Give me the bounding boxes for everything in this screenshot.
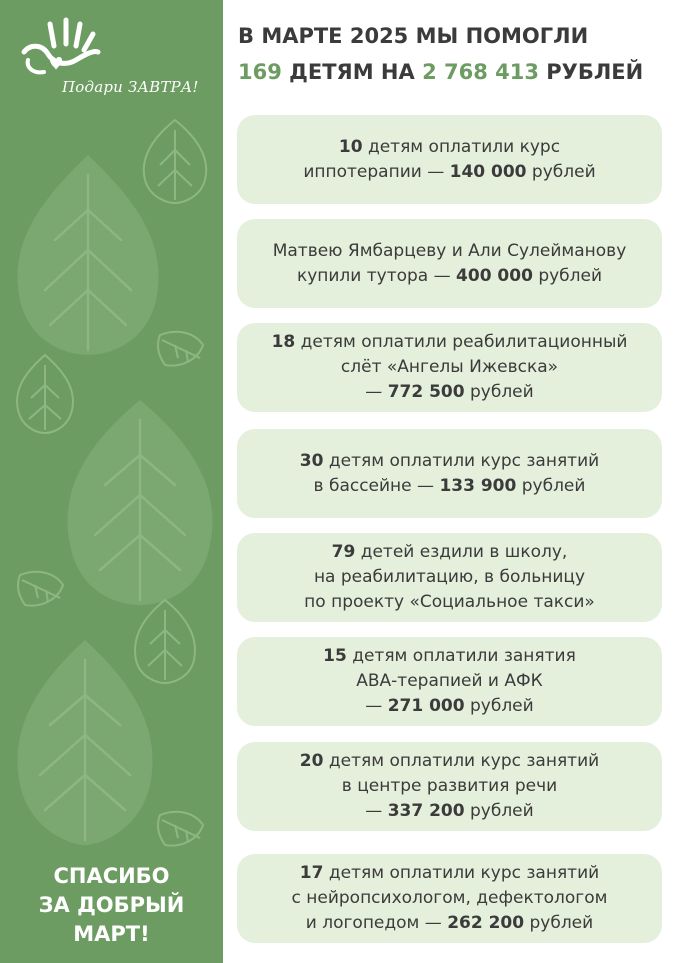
help-card: [237, 323, 662, 412]
card-text-run: АВА-терапией и АФК: [356, 671, 543, 691]
hand-heart-icon: [14, 16, 184, 78]
card-text: [300, 749, 599, 824]
thanks-message: [0, 862, 223, 949]
sidebar: [0, 0, 223, 963]
card-text-run: купили тутора —: [296, 265, 457, 286]
thanks-line: ЗА ДОБРЫЙ: [38, 893, 185, 917]
card-line: [323, 644, 576, 669]
card-text-run: рублей: [524, 913, 594, 933]
card-text-run: слёт «Ангелы Ижевска»: [340, 357, 559, 377]
card-text-run: рублей: [516, 475, 586, 496]
card-text-run: —: [365, 696, 388, 716]
card-text: [323, 644, 576, 719]
logo-text: Подари ЗАВТРА!: [62, 78, 199, 96]
card-line: [292, 886, 608, 911]
card-highlight: 15: [323, 646, 347, 666]
card-text-run: детей ездили в школу,: [355, 542, 568, 562]
title-line-1: В МАРТЕ 2025 МЫ ПОМОГЛИ: [238, 24, 589, 48]
card-text-run: —: [365, 801, 388, 821]
card-line: [304, 590, 595, 615]
card-highlight: 18: [271, 332, 296, 352]
card-line: [303, 135, 595, 160]
card-line: [300, 774, 599, 799]
card-text-run: иппотерапии —: [303, 161, 450, 182]
card-text-run: рублей: [532, 265, 603, 286]
card-text-run: в центре развития речи: [341, 776, 558, 796]
card-line: [300, 799, 599, 824]
card-highlight: 140 000: [449, 161, 527, 182]
card-text-run: детям оплатили курс занятий: [323, 863, 600, 883]
card-line: [272, 330, 628, 355]
card-text: [300, 449, 599, 499]
help-card: [237, 533, 662, 622]
card-text-run: рублей: [464, 801, 534, 821]
logo[interactable]: [14, 16, 199, 96]
help-card: [237, 742, 662, 831]
help-card: [237, 115, 662, 204]
card-text-run: по проекту «Социальное такси»: [304, 592, 595, 612]
card-text-run: Матвею Ямбарцеву и Али Сулейманову: [272, 240, 627, 261]
card-text-run: рублей: [526, 161, 596, 182]
card-text-run: с нейропсихологом, дефектологом: [291, 888, 608, 908]
title-line-2: [238, 54, 668, 90]
card-line: [300, 749, 599, 774]
children-label: ДЕТЯМ НА: [289, 60, 415, 84]
card-line: [273, 264, 627, 289]
help-card: [237, 854, 662, 943]
card-text: [303, 135, 595, 185]
card-line: [300, 474, 599, 499]
card-line: [292, 861, 608, 886]
card-line: [323, 694, 576, 719]
card-text-run: детям оплатили занятия: [346, 646, 576, 666]
card-text-run: —: [365, 382, 388, 402]
card-line: [323, 669, 576, 694]
card-highlight: 30: [299, 450, 324, 471]
card-text-run: детям оплатили курс занятий: [323, 450, 600, 471]
card-line: [273, 239, 627, 264]
total-amount: 2 768 413: [422, 60, 539, 84]
card-line: [303, 160, 595, 185]
card-highlight: 337 200: [387, 801, 465, 821]
card-line: [300, 449, 599, 474]
card-text: [304, 540, 595, 615]
card-line: [272, 380, 628, 405]
thanks-line: МАРТ!: [73, 922, 150, 946]
children-count: 169: [238, 60, 282, 84]
card-line: [272, 355, 628, 380]
help-card: [237, 429, 662, 518]
card-highlight: 271 000: [387, 696, 465, 716]
card-highlight: 10: [338, 136, 363, 157]
card-text: [272, 330, 628, 405]
card-text: [292, 861, 608, 936]
card-line: [304, 565, 595, 590]
card-line: [304, 540, 595, 565]
card-text-run: рублей: [464, 382, 534, 402]
card-line: [292, 911, 608, 936]
help-card: [237, 637, 662, 726]
card-text-run: детям оплатили курс: [362, 136, 561, 157]
card-highlight: 262 200: [447, 913, 525, 933]
page-title: [238, 18, 668, 90]
card-highlight: 772 500: [387, 382, 465, 402]
card-text-run: и логопедом —: [305, 913, 448, 933]
card-text: [273, 239, 627, 289]
card-text-run: детям оплатили реабилитационный: [295, 332, 628, 352]
card-highlight: 17: [299, 863, 324, 883]
help-card: [237, 219, 662, 308]
card-text-run: рублей: [464, 696, 534, 716]
card-text-run: в бассейне —: [313, 475, 440, 496]
card-highlight: 20: [299, 751, 324, 771]
card-text-run: детям оплатили курс занятий: [323, 751, 600, 771]
card-highlight: 400 000: [456, 265, 533, 286]
card-highlight: 79: [331, 542, 356, 562]
thanks-line: СПАСИБО: [53, 864, 170, 888]
currency-label: РУБЛЕЙ: [546, 60, 644, 84]
leaf-pattern-icon: [0, 0, 223, 963]
card-highlight: 133 900: [439, 475, 517, 496]
card-text-run: на реабилитацию, в больницу: [313, 567, 586, 587]
